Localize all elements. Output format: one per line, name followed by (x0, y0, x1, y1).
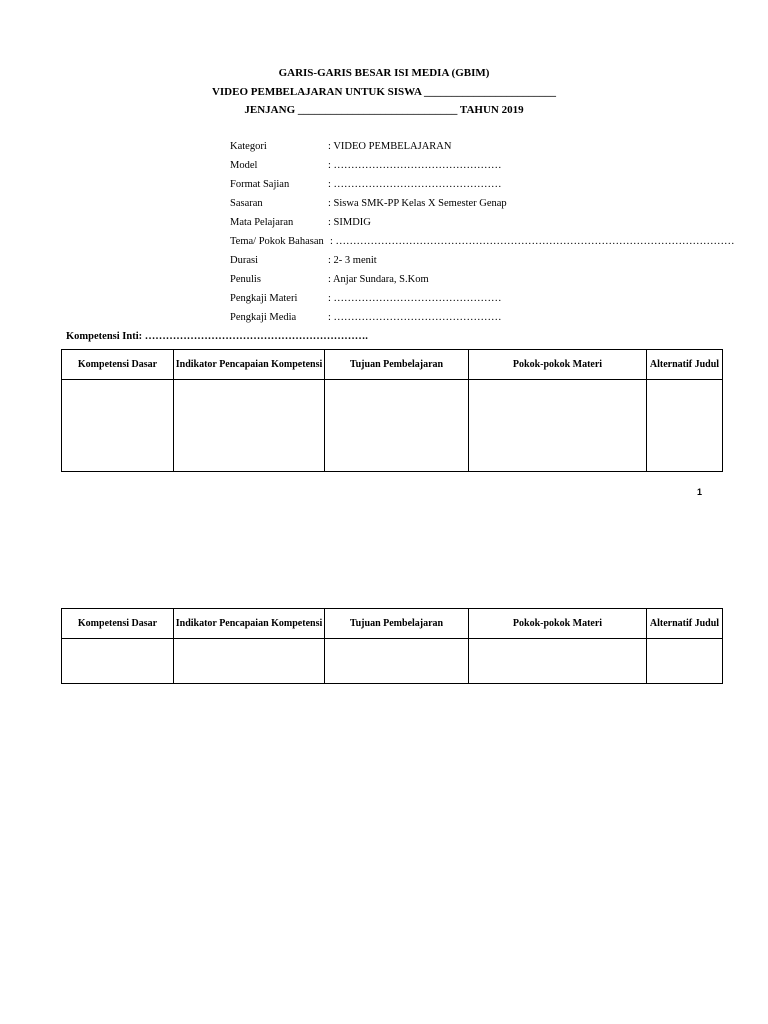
meta-value: : ………………………………………… (328, 160, 502, 171)
column-header-alternatif-judul: Alternatif Judul (647, 350, 723, 380)
table-cell[interactable] (469, 380, 647, 472)
table-cell[interactable] (174, 380, 325, 472)
table-cell[interactable] (325, 380, 469, 472)
meta-label: Pengkaji Media (230, 312, 297, 323)
meta-value: : Anjar Sundara, S.Kom (328, 274, 429, 285)
meta-value: : 2- 3 menit (328, 255, 377, 266)
table-header-row (62, 609, 723, 639)
table-cell[interactable] (469, 639, 647, 684)
table-cell[interactable] (174, 639, 325, 684)
kompetensi-inti: Kompetensi Inti: ………………………………………………………. (66, 331, 368, 342)
column-header-indikator: Indikator Pencapaian Kompetensi (174, 350, 325, 380)
table-cell[interactable] (647, 639, 723, 684)
meta-label: Mata Pelajaran (230, 217, 294, 228)
document-title: GARIS-GARIS BESAR ISI MEDIA (GBIM) (278, 67, 490, 79)
meta-value: : VIDEO PEMBELAJARAN (328, 141, 452, 152)
document-subtitle-jenjang: JENJANG _____________________________ TAHUN 2019 (244, 104, 524, 116)
meta-label: Kategori (230, 141, 267, 152)
column-header-indikator: Indikator Pencapaian Kompetensi (174, 609, 325, 639)
meta-label: Penulis (230, 274, 261, 285)
column-header-kompetensi-dasar: Kompetensi Dasar (62, 609, 174, 639)
table-cell[interactable] (325, 639, 469, 684)
meta-value: : ………………………………………… (328, 293, 502, 304)
meta-label: Pengkaji Materi (230, 293, 298, 304)
table-header-row (62, 350, 723, 380)
meta-label: Durasi (230, 255, 258, 266)
table-row (62, 639, 723, 684)
table-cell[interactable] (647, 380, 723, 472)
meta-label: Model (230, 160, 258, 171)
table-cell[interactable] (62, 380, 174, 472)
meta-value: : SIMDIG (328, 217, 371, 228)
meta-label: Tema/ Pokok Bahasan (230, 236, 324, 247)
page-number: 1 (697, 487, 703, 497)
meta-label: Sasaran (230, 198, 263, 209)
table-row (62, 380, 723, 472)
meta-value: : …………………………………………………………………………………………………… (330, 236, 735, 247)
document-subtitle-video: VIDEO PEMBELAJARAN UNTUK SISWA ________________________ (211, 86, 557, 98)
meta-label: Format Sajian (230, 179, 290, 190)
meta-value: : ………………………………………… (328, 179, 502, 190)
column-header-tujuan: Tujuan Pembelajaran (325, 350, 469, 380)
column-header-kompetensi-dasar: Kompetensi Dasar (62, 350, 174, 380)
table-cell[interactable] (62, 639, 174, 684)
column-header-pokok-materi: Pokok-pokok Materi (469, 609, 647, 639)
column-header-tujuan: Tujuan Pembelajaran (325, 609, 469, 639)
competency-table-continued (61, 608, 723, 684)
column-header-alternatif-judul: Alternatif Judul (647, 609, 723, 639)
column-header-pokok-materi: Pokok-pokok Materi (469, 350, 647, 380)
meta-value: : ………………………………………… (328, 312, 502, 323)
competency-table (61, 349, 723, 472)
meta-value: : Siswa SMK-PP Kelas X Semester Genap (328, 198, 507, 209)
